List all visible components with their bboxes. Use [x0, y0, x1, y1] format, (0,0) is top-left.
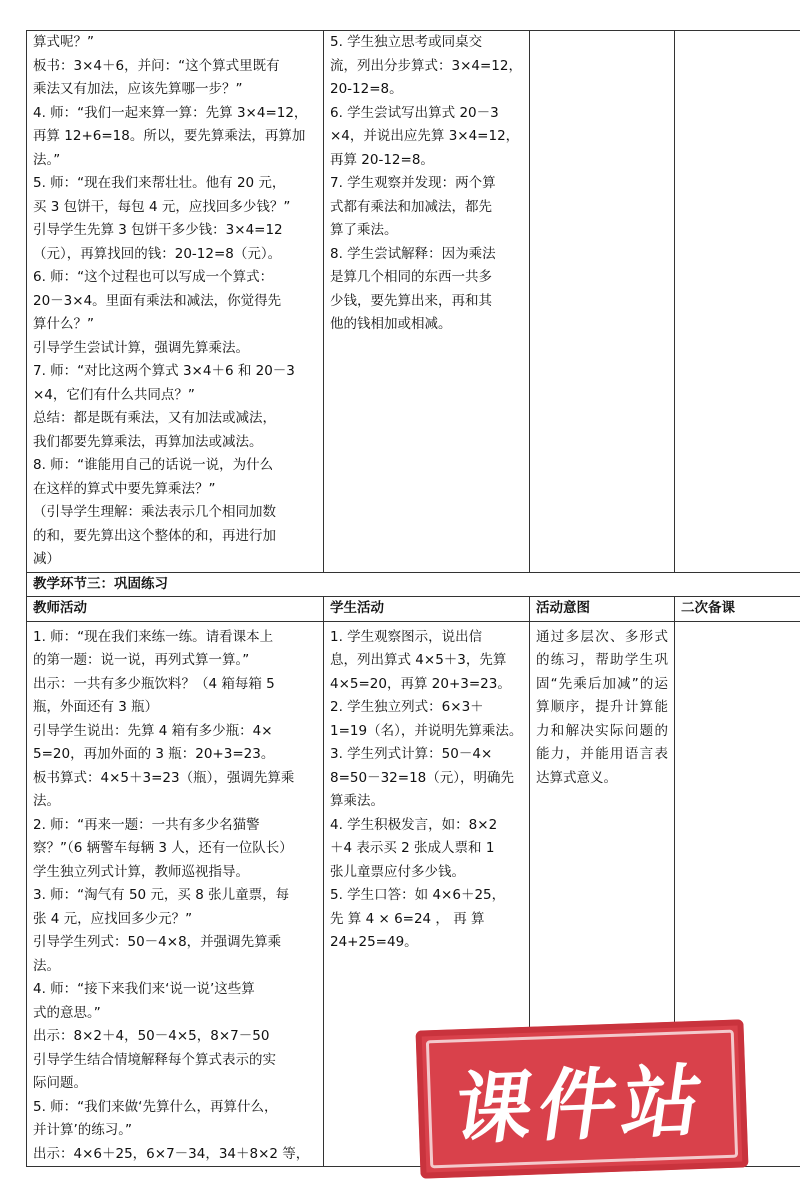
watermark-text: 课件站	[448, 1056, 714, 1156]
student-line: 式都有乘法和加减法，都先	[330, 198, 492, 215]
teacher-line: 出示：一共有多少瓶饮料？（4 箱每箱 5	[33, 675, 275, 692]
continued-activity-row	[27, 31, 800, 573]
student-lines-top	[330, 31, 523, 337]
student-line: 5. 学生口答：如 4×6＋25，	[330, 887, 506, 903]
teacher-line: 法。”	[33, 151, 61, 168]
teacher-line: ×4，它们有什么共同点？”	[33, 386, 195, 403]
teacher-line: 1. 师：“现在我们来练一练。请看课本上	[33, 628, 274, 645]
teacher-line: 我们都要先算乘法，再算加法或减法。	[33, 433, 263, 450]
teacher-lines-top	[33, 31, 317, 572]
teacher-line: 7. 师：“对比这两个算式 3×4＋6 和 20－3	[33, 363, 295, 379]
teacher-line: 2. 师：“再来一题：一共有多少名猫警	[33, 816, 260, 833]
student-line: 24+25=49。	[330, 934, 418, 950]
student-line: 少钱，要先算出来，再和其	[330, 292, 492, 309]
student-line: 算乘法。	[330, 793, 384, 809]
student-line: 4×5=20，再算 20+3=23。	[330, 675, 511, 692]
teacher-line: （引导学生理解：乘法表示几个相同加数	[33, 504, 276, 520]
student-line: 息，列出算式 4×5＋3，先算	[330, 652, 507, 668]
student-activity-cell-top	[324, 31, 530, 573]
student-line: 1. 学生观察图示，说出信	[330, 628, 483, 645]
teacher-line: 引导学生说出：先算 4 箱有多少瓶：4×	[33, 722, 273, 739]
teacher-line: 6. 师：“这个过程也可以写成一个算式：	[33, 269, 274, 285]
teacher-line: 的第一题：说一说，再列式算一算。”	[33, 652, 250, 668]
teacher-line: 板书算式：4×5＋3=23（瓶），强调先算乘	[33, 769, 295, 786]
student-line: ＋4 表示买 2 张成人票和 1	[330, 840, 495, 856]
teacher-line: 法。	[33, 793, 60, 809]
student-line: 1=19（名），并说明先算乘法。	[330, 722, 523, 739]
teacher-line: 算什么？”	[33, 316, 94, 332]
teacher-line: 4. 师：“接下来我们来‘说一说’这些算	[33, 981, 255, 997]
teacher-line: 引导学生尝试计算，强调先算乘法。	[33, 339, 249, 356]
student-line: 流，列出分步算式：3×4=12，	[330, 57, 522, 74]
teacher-activity-cell-top	[27, 31, 324, 573]
teacher-line: 学生独立列式计算，教师巡视指导。	[33, 863, 249, 880]
teacher-line: 3. 师：“淘气有 50 元，买 8 张儿童票，每	[33, 887, 290, 903]
teacher-line: 再算 12+6=18。所以，要先算乘法，再算加	[33, 128, 306, 144]
watermark-stamp	[416, 1019, 749, 1178]
teacher-line: 减）	[33, 551, 60, 567]
student-line: 是算几个相同的东西一共多	[330, 269, 492, 285]
teacher-line: 法。	[33, 957, 60, 974]
student-line: 他的钱相加或相减。	[330, 316, 452, 332]
student-line: ×4，并说出应先算 3×4=12，	[330, 128, 520, 144]
teacher-line: 察？”（6 辆警车每辆 3 人，还有一位队长）	[33, 840, 293, 856]
purpose-cell-top	[530, 31, 675, 573]
section-row	[27, 572, 800, 597]
teacher-activity-cell-practice	[27, 621, 324, 1167]
teacher-line: 的和，要先算出这个整体的和，再进行加	[33, 527, 276, 544]
teacher-line: 出示：4×6＋25，6×7－34，34＋8×2 等，	[33, 1145, 310, 1162]
header-second-prep: 二次备课	[675, 597, 800, 622]
teacher-line: 20－3×4。里面有乘法和减法，你觉得先	[33, 292, 282, 309]
teacher-line: （元），再算找回的钱：20-12=8（元）。	[33, 245, 282, 262]
teacher-line: 引导学生先算 3 包饼干多少钱：3×4=12	[33, 222, 283, 238]
teacher-line: 在这样的算式中要先算乘法？”	[33, 480, 216, 497]
teacher-line: 算式呢？”	[33, 34, 94, 50]
student-line: 2. 学生独立列式：6×3＋	[330, 699, 484, 715]
teacher-line: 瓶，外面还有 3 瓶）	[33, 699, 159, 715]
student-line: 5. 学生独立思考或同桌交	[330, 34, 483, 50]
teacher-line: 引导学生结合情境解释每个算式表示的实	[33, 1051, 276, 1068]
header-student: 学生活动	[324, 597, 530, 622]
watermark-frame	[426, 1030, 738, 1169]
teacher-line: 5. 师：“我们来做‘先算什么，再算什么，	[33, 1098, 278, 1115]
student-line: 3. 学生列式计算：50－4×	[330, 746, 493, 762]
teacher-line: 8. 师：“谁能用自己的话说一说，为什么	[33, 457, 274, 473]
teacher-line: 买 3 包饼干，每包 4 元，应找回多少钱？”	[33, 198, 291, 215]
teacher-line: 5. 师：“现在我们来帮壮壮。他有 20 元，	[33, 175, 286, 191]
student-lines-practice	[330, 626, 523, 955]
column-header-row	[27, 597, 800, 622]
student-line: 算了乘法。	[330, 222, 398, 238]
student-line: 4. 学生积极发言，如：8×2	[330, 816, 498, 833]
teacher-line: 张 4 元，应找回多少元？”	[33, 910, 193, 927]
section-title: 教学环节三：巩固练习	[27, 572, 800, 597]
second-prep-cell-top	[675, 31, 800, 573]
teacher-line: 并计算’的练习。”	[33, 1122, 133, 1138]
student-line: 8=50－32=18（元），明确先	[330, 769, 514, 786]
teacher-line: 板书：3×4＋6，并问：“这个算式里既有	[33, 57, 280, 74]
teacher-line: 总结：都是既有乘法，又有加法或减法，	[33, 410, 276, 426]
teacher-lines-practice	[33, 626, 317, 1167]
teacher-line: 乘法又有加法，应该先算哪一步？”	[33, 81, 243, 97]
teacher-line: 4. 师：“我们一起来算一算：先算 3×4=12，	[33, 104, 308, 121]
teacher-line: 5=20，再加外面的 3 瓶：20+3=23。	[33, 746, 275, 762]
student-line: 先 算 4 × 6=24 ， 再 算	[330, 910, 485, 927]
header-teacher: 教师活动	[27, 597, 324, 622]
student-line: 7. 学生观察并发现：两个算	[330, 175, 496, 191]
student-line: 张儿童票应付多少钱。	[330, 863, 465, 880]
purpose-text: 通过多层次、多形式的练习，帮助学生巩固“先乘后加减”的运算顺序，提升计算能力和解决实际问题的能力，并能用语言表达算式意义。	[536, 628, 668, 786]
student-line: 再算 20-12=8。	[330, 151, 434, 168]
teacher-line: 际问题。	[33, 1075, 87, 1091]
header-purpose: 活动意图	[530, 597, 675, 622]
teacher-line: 式的意思。”	[33, 1004, 101, 1021]
teacher-line: 引导学生列式：50－4×8，并强调先算乘	[33, 934, 282, 950]
teacher-line: 出示：8×2＋4，50－4×5，8×7－50	[33, 1028, 270, 1044]
student-line: 6. 学生尝试写出算式 20－3	[330, 104, 499, 121]
lesson-plan-table	[26, 30, 800, 1167]
student-line: 20-12=8。	[330, 81, 403, 97]
student-line: 8. 学生尝试解释：因为乘法	[330, 245, 496, 262]
